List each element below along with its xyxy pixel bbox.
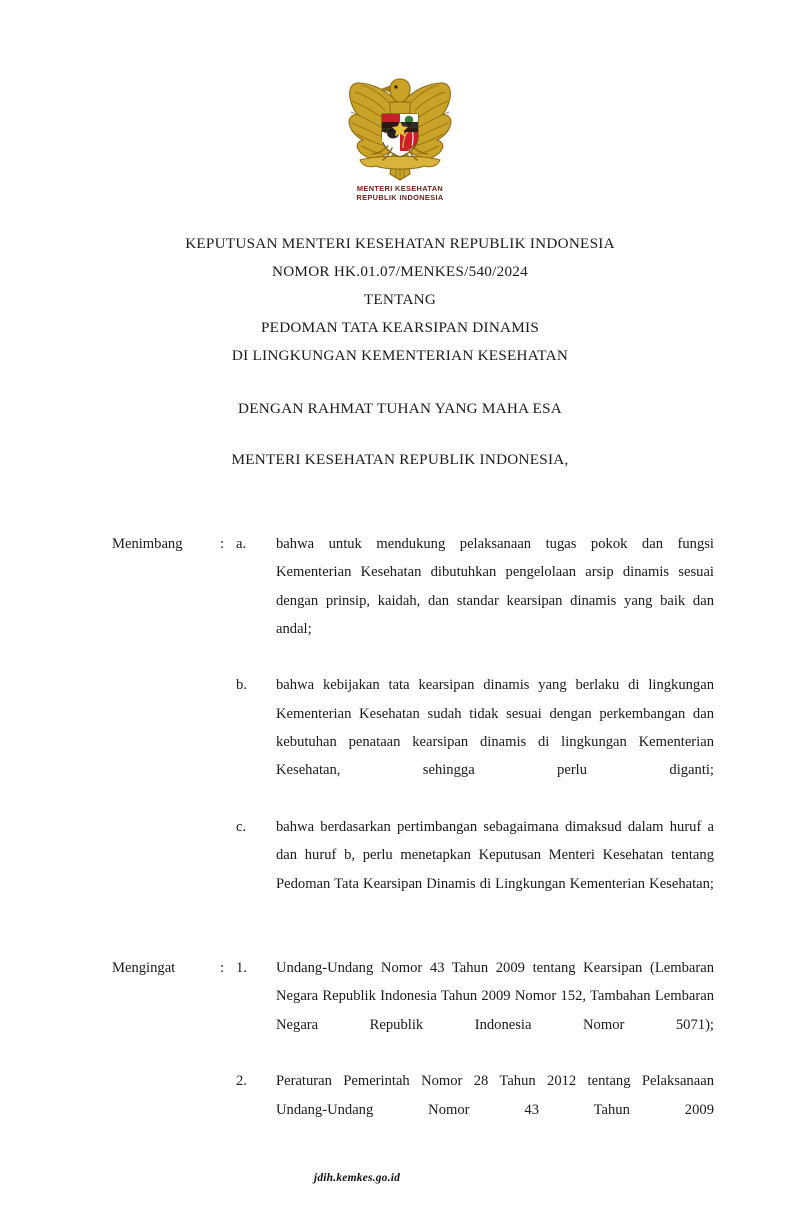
invocation-menteri-kesehatan: MENTERI KESEHATAN REPUBLIK INDONESIA, — [231, 451, 569, 468]
letterhead — [0, 62, 800, 202]
title-line-subject-2: DI LINGKUNGAN KEMENTERIAN KESEHATAN — [231, 347, 569, 364]
clause-text: bahwa untuk mendukung pelaksanaan tugas pokok dan fungsi Kementerian Kesehatan dibutuhkan pengelolaan arsip dinamis sesuai dengan prinsip, kaidah, dan standar kearsipan dinamis yang baik dan andal; — [276, 536, 714, 637]
title-line-decree: KEPUTUSAN MENTERI KESEHATAN REPUBLIK INDONESIA — [185, 235, 615, 252]
clause-marker: c. — [236, 818, 247, 835]
section-colon: : — [220, 536, 225, 552]
document-title-block — [0, 230, 800, 370]
section-colon: : — [220, 960, 225, 977]
clause-text: Undang-Undang Nomor 43 Tahun 2009 tentang Kearsipan (Lembaran Negara Republik Indonesia Tahun 2009 Nomor 152, Tambahan Lembaran Negara Republik Indonesia Nomor 5071); — [276, 960, 714, 1033]
clause-text: bahwa kebijakan tata kearsipan dinamis yang berlaku di lingkungan Kementerian Kesehatan sudah tidak sesuai dengan perkembangan dan kebutuhan penataan kearsipan dinamis di lingkungan Kementerian Kesehatan, sehingga perlu diganti; — [276, 677, 714, 779]
clauses-container — [112, 530, 714, 1152]
clause-row — [112, 530, 714, 671]
title-line-number: NOMOR HK.01.07/MENKES/540/2024 — [272, 263, 528, 280]
section-label-menimbang: Menimbang — [112, 536, 183, 552]
clause-marker: 1. — [236, 960, 247, 977]
clause-marker: 2. — [236, 1073, 247, 1090]
jdih-watermark: jdih.kemkes.go.id — [313, 1172, 401, 1184]
title-line-subject-1: PEDOMAN TATA KEARSIPAN DINAMIS — [260, 319, 540, 336]
clause-marker: b. — [236, 677, 247, 694]
clause-row — [112, 813, 714, 926]
invocation-block — [0, 398, 800, 470]
clause-text: Peraturan Pemerintah Nomor 28 Tahun 2012 tentang Pelaksanaan Undang-Undang Nomor 43 Tahun 2009 — [276, 1073, 714, 1118]
section-menimbang — [112, 530, 714, 926]
clause-marker: a. — [236, 536, 247, 552]
clause-row — [112, 1067, 714, 1152]
section-label-mengingat: Mengingat — [112, 960, 176, 977]
garuda-pancasila-emblem — [340, 62, 460, 184]
emblem-caption-line-1: MENTERI KESEHATAN — [356, 184, 444, 193]
page-footer — [0, 1168, 800, 1186]
clause-row — [112, 954, 714, 1067]
emblem-caption — [0, 185, 800, 202]
clause-row — [112, 671, 714, 812]
invocation-rahmat-tuhan: DENGAN RAHMAT TUHAN YANG MAHA ESA — [238, 400, 562, 417]
title-line-tentang: TENTANG — [363, 291, 437, 308]
clause-text: bahwa berdasarkan pertimbangan sebagaimana dimaksud dalam huruf a dan huruf b, perlu menetapkan Keputusan Menteri Kesehatan tentang Pedoman Tata Kearsipan Dinamis di Lingkungan Kementerian Kesehatan; — [276, 818, 714, 892]
emblem-caption-line-2: REPUBLIK INDONESIA — [356, 192, 444, 202]
section-mengingat — [112, 954, 714, 1152]
